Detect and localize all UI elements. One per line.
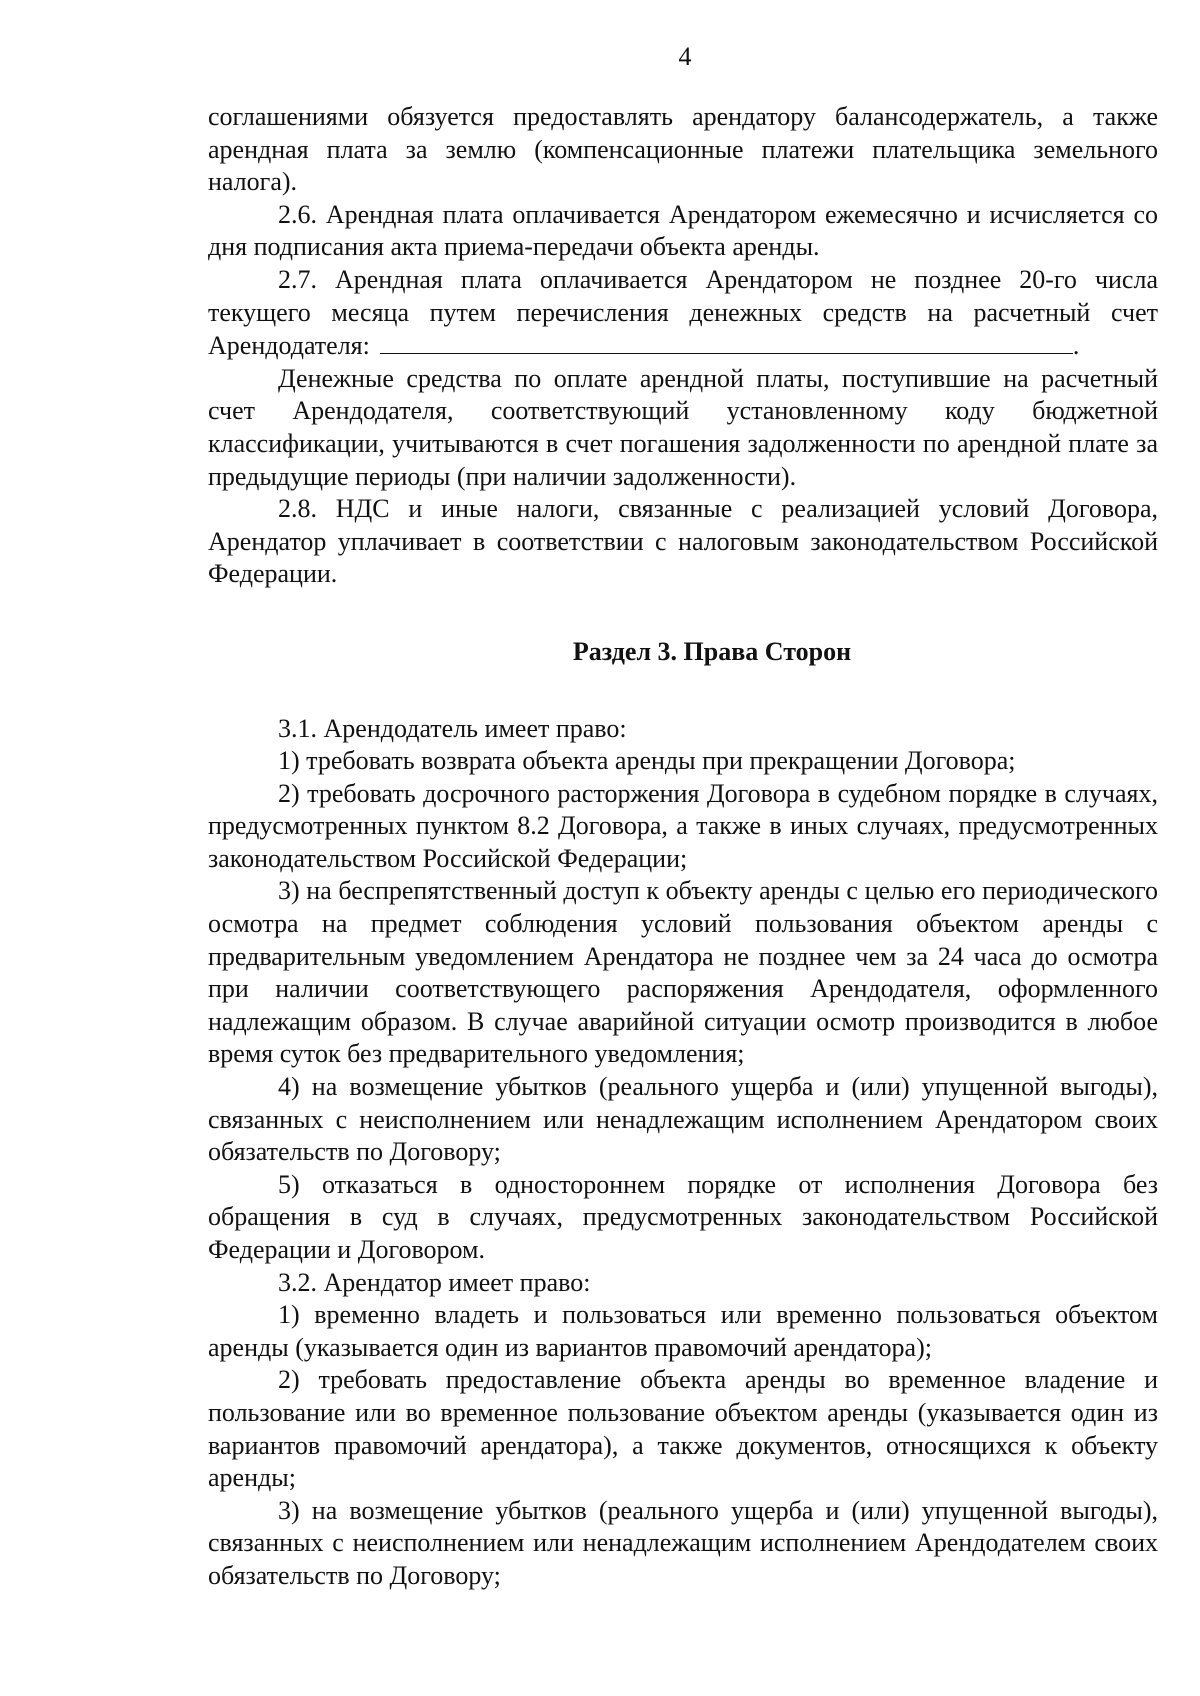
document-body (208, 101, 1158, 1593)
paragraph-2-7-end: . (1072, 331, 1080, 361)
paragraph-funds: Денежные средства по оплате арендной платы, поступившие на расчетный счет Арендодателя, соответствующий установленному коду бюджетной классификации, учитываются в счет погашения задолженности по арендной плате за предыдущие периоды (при наличии задолженности). (208, 363, 1158, 491)
account-blank-line (380, 329, 1073, 354)
paragraph-3-1-item-1: 1) требовать возврата объекта аренды при прекращении Договора; (278, 746, 1016, 776)
paragraph-continuation: соглашениями обязуется предоставлять арендатору балансодержатель, а также арендная плата за землю (компенсационные платежи плательщика земельного налога). (208, 102, 1158, 197)
paragraph-2-8: 2.8. НДС и иные налоги, связанные с реализацией условий Договора, Арендатор уплачивает в соответствии с налоговым законодательством Российской Федерации. (208, 494, 1158, 589)
paragraph-3-1-item-5: 5) отказаться в одностороннем порядке от исполнения Договора без обращения в суд в случаях, предусмотренных законодательством Российской Федерации и Договором. (208, 1169, 1158, 1264)
paragraph-3-1: 3.1. Арендодатель имеет право: (278, 713, 627, 743)
paragraph-2-7 (208, 264, 1158, 363)
paragraph-3-1-item-3: 3) на беспрепятственный доступ к объекту аренды с целью его периодического осмотра на предмет соблюдения условий пользования объектом аренды с предварительным уведомлением Арендатора не позднее чем за 24 часа до осмотра при наличии соответствующего распоряжения Арендодателя, оформленного надлежащим образом. В случае аварийной ситуации осмотр производится в любое время суток без предварительного уведомления; (208, 876, 1158, 1069)
paragraph-3-2: 3.2. Арендатор имеет право: (278, 1267, 591, 1297)
page-number: 4 (678, 42, 692, 71)
paragraph-3-2-item-2: 2) требовать предоставление объекта аренды во временное владение и пользование или во временное пользование объектом аренды (указывается один из вариантов правомочий арендатора), а также документов, относящихся к объекту аренды; (208, 1365, 1158, 1493)
paragraph-3-2-item-3: 3) на возмещение убытков (реального ущерба и (или) упущенной выгоды), связанных с неисполнением или ненадлежащим исполнением Арендодателем своих обязательств по Договору; (208, 1495, 1158, 1590)
paragraph-3-2-item-1: 1) временно владеть и пользоваться или временно пользоваться объектом аренды (указывается один из вариантов правомочий арендатора); (208, 1300, 1158, 1362)
paragraph-3-1-item-4: 4) на возмещение убытков (реального ущерба и (или) упущенной выгоды), связанных с неисполнением или ненадлежащим исполнением Арендатором своих обязательств по Договору; (208, 1072, 1158, 1167)
section-heading: Раздел 3. Права Сторон (572, 636, 852, 666)
paragraph-2-7-text: 2.7. Арендная плата оплачивается Арендатором не позднее 20-го числа текущего месяца путем перечисления денежных средств на расчетный счет Арендодателя: (208, 264, 1158, 361)
paragraph-2-6: 2.6. Арендная плата оплачивается Арендатором ежемесячно и исчисляется со дня подписания акта приема-передачи объекта аренды. (208, 199, 1158, 262)
paragraph-3-1-item-2: 2) требовать досрочного расторжения Договора в судебном порядке в случаях, предусмотренных пунктом 8.2 Договора, а также в иных случаях, предусмотренных законодательством Российской Федерации; (208, 778, 1158, 873)
